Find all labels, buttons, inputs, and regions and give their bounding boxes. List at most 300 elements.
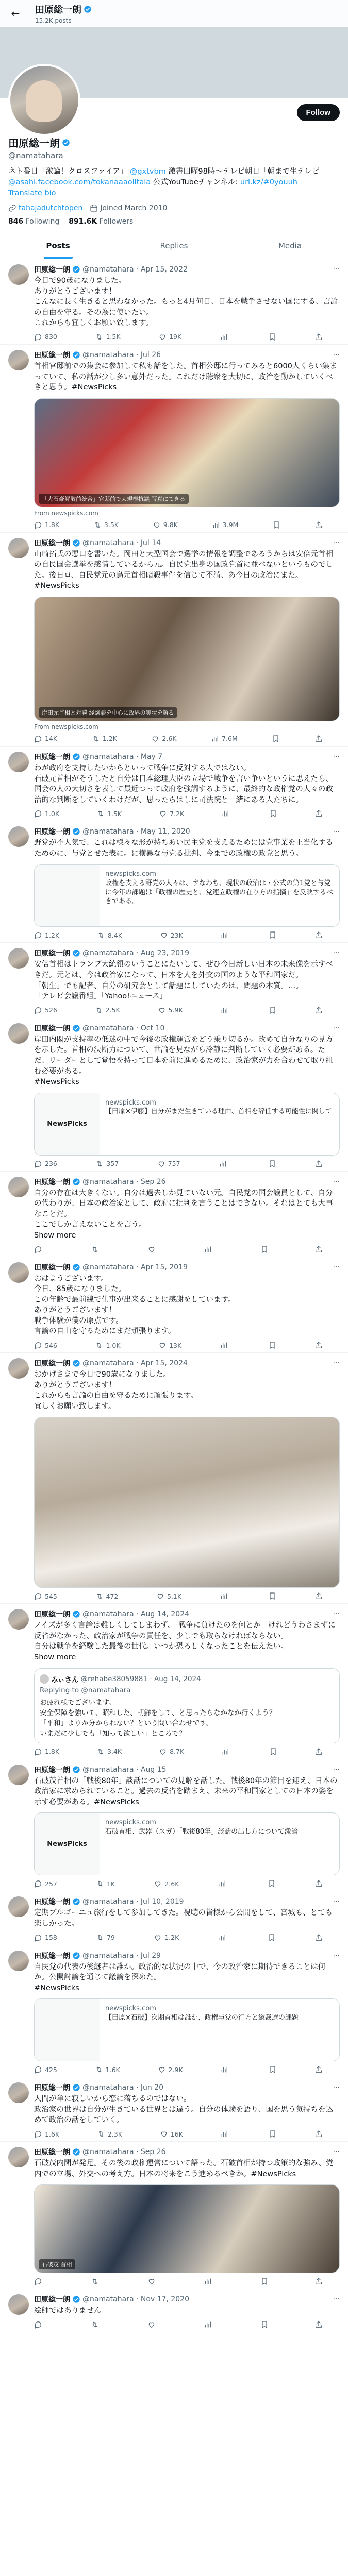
reply-button[interactable]: [34, 1245, 45, 1253]
more-icon[interactable]: ···: [333, 1263, 340, 1272]
share-icon: [314, 1879, 323, 1888]
repost-count: 1.6K: [105, 2065, 120, 2074]
like-count: 757: [168, 1160, 180, 1168]
repost-button[interactable]: [92, 735, 117, 743]
tweet[interactable]: [0, 1353, 348, 1604]
avatar[interactable]: [8, 826, 29, 847]
profile-handle: @namatahara: [8, 151, 63, 160]
link-card[interactable]: [34, 1812, 340, 1875]
share-icon: [314, 1592, 323, 1600]
share-button[interactable]: [314, 809, 323, 818]
profile-name: 田原総一朗: [8, 137, 60, 149]
share-button[interactable]: [314, 1934, 323, 1942]
top-bar: [0, 0, 348, 27]
link-card[interactable]: [34, 1093, 340, 1156]
more-icon[interactable]: ···: [333, 2295, 340, 2304]
repost-button[interactable]: [95, 333, 120, 341]
tab-media[interactable]: Media: [278, 241, 302, 251]
reply-icon: [34, 1934, 42, 1942]
bookmark-button[interactable]: [260, 1245, 269, 1253]
reply-button[interactable]: [34, 1934, 57, 1942]
reply-button[interactable]: [34, 2130, 59, 2138]
reply-icon: [34, 1341, 42, 1349]
heart-icon: [159, 809, 167, 818]
repost-button[interactable]: [95, 1341, 120, 1349]
tweet-handle: @namatahara · Sep 26: [82, 2148, 166, 2156]
verified-badge-icon: [72, 265, 80, 274]
like-button[interactable]: [157, 1160, 180, 1168]
bookmark-button[interactable]: [269, 809, 277, 818]
link-icon: [8, 204, 16, 212]
tweet-text: 絵師ではありません: [34, 2307, 102, 2315]
heart-icon: [157, 1160, 165, 1168]
views-icon: [220, 1592, 228, 1600]
tweet-author[interactable]: 田原総一朗: [34, 950, 70, 958]
share-button[interactable]: [314, 2130, 323, 2138]
views-button[interactable]: [204, 2320, 214, 2329]
more-icon[interactable]: ···: [333, 1897, 340, 1906]
more-icon[interactable]: ···: [333, 1610, 340, 1619]
bookmark-button[interactable]: [269, 1006, 277, 1014]
link-card-thumbnail: NewsPicks: [35, 1813, 100, 1875]
bookmark-button[interactable]: [260, 2320, 269, 2329]
link-card[interactable]: [34, 1998, 340, 2061]
link-card-title: 石破首相、武器（スガ）「戦後80年」談話の出し方について激論: [105, 1827, 298, 1836]
like-button[interactable]: [158, 2065, 183, 2074]
avatar[interactable]: [8, 350, 29, 370]
more-icon[interactable]: ···: [333, 2083, 340, 2092]
tweet-author[interactable]: 田原総一朗: [34, 2084, 70, 2093]
tweet-actions: [34, 1006, 323, 1014]
share-button[interactable]: [314, 2065, 323, 2074]
link-card-title: 【田原×伊藤】自分がまだ生きている理由、首相を辞任する可能性に関して: [105, 1108, 332, 1116]
tweet[interactable]: [0, 259, 348, 345]
tweet-author[interactable]: 田原総一朗: [34, 351, 70, 360]
views-button[interactable]: [221, 1748, 232, 1756]
like-button[interactable]: [160, 931, 183, 939]
avatar[interactable]: [8, 2294, 29, 2315]
views-button[interactable]: [220, 2065, 231, 2074]
share-icon: [314, 2320, 323, 2329]
tweet[interactable]: [0, 1172, 348, 1257]
reply-button[interactable]: [34, 809, 59, 818]
following-label: Following: [25, 217, 60, 226]
views-icon: [218, 1934, 226, 1942]
views-button[interactable]: [218, 1934, 229, 1942]
views-button[interactable]: [204, 1245, 214, 1253]
bio-link[interactable]: url.kz/#0youuh: [240, 178, 297, 187]
tab-replies[interactable]: Replies: [160, 241, 188, 251]
tweet-text: 自民党の代表の後継者は誰か。政治的な状況の中で、今の政治家に期待できることは何か。公開討論を通じて議論を深めた。 #NewsPicks: [34, 1962, 326, 1992]
reply-button[interactable]: [34, 1879, 57, 1888]
avatar[interactable]: [8, 1609, 29, 1630]
views-icon: [211, 735, 219, 743]
bookmark-button[interactable]: [272, 735, 280, 743]
bio-link[interactable]: @asahi.facebook.com/tokanaaaolltala: [8, 178, 151, 187]
reply-button[interactable]: [34, 2320, 45, 2329]
heart-icon: [158, 333, 167, 341]
share-button[interactable]: [314, 333, 323, 341]
repost-count: 1.5K: [106, 333, 121, 341]
tweet[interactable]: [0, 1257, 348, 1353]
bookmark-button[interactable]: [268, 1341, 276, 1349]
repost-button[interactable]: [97, 2130, 122, 2138]
verified-badge-icon: [72, 753, 80, 761]
repost-button[interactable]: [91, 1245, 102, 1253]
repost-icon: [96, 1748, 105, 1756]
share-icon: [314, 2277, 323, 2285]
share-icon: [314, 1934, 323, 1942]
image-caption: 岸田元首相と対談 経験談を中心に政界の実状を語る: [39, 707, 177, 718]
repost-count: 1.0K: [106, 1341, 121, 1349]
share-button[interactable]: [314, 931, 323, 939]
views-button[interactable]: [219, 1160, 229, 1168]
repost-count: 3.5K: [104, 521, 119, 529]
tweet-author[interactable]: 田原総一朗: [34, 1178, 70, 1187]
tweet-author[interactable]: 田原総一朗: [34, 2148, 70, 2157]
repost-button[interactable]: [96, 1934, 115, 1942]
tweet-text: おかげさまで今日で90歳になりました。 ありがとうございます！ これからも言論の自由を守るために頑張ります。 宜しくお願い致します。: [34, 1370, 198, 1411]
avatar[interactable]: [8, 1951, 29, 1971]
verified-badge-icon: [72, 1024, 80, 1032]
profile-avatar[interactable]: [8, 64, 80, 136]
tweet-author[interactable]: 田原総一朗: [34, 828, 70, 837]
views-button[interactable]: [204, 2277, 214, 2285]
repost-count: 2.3K: [107, 2130, 122, 2138]
share-button[interactable]: [314, 1748, 323, 1756]
bookmark-button[interactable]: [272, 521, 280, 529]
bookmark-button[interactable]: [260, 2277, 269, 2285]
header-title: [35, 3, 92, 24]
like-count: 2.6K: [162, 735, 177, 743]
tweet[interactable]: [0, 1891, 348, 1945]
tweet-author[interactable]: 田原総一朗: [34, 1898, 70, 1907]
bookmark-button[interactable]: [268, 1934, 276, 1942]
more-icon[interactable]: ···: [333, 2148, 340, 2156]
share-button[interactable]: [314, 2320, 323, 2329]
reply-button[interactable]: [34, 1748, 59, 1756]
verified-badge-icon: [72, 2083, 80, 2092]
like-count: 2.9K: [168, 2065, 183, 2074]
tweet-author[interactable]: 田原総一朗: [34, 2296, 70, 2304]
tweet-image[interactable]: [34, 398, 340, 507]
verified-badge-icon: [72, 827, 80, 836]
reply-button[interactable]: [34, 2065, 57, 2074]
avatar[interactable]: [8, 264, 29, 285]
tweet-handle: @namatahara · Oct 10: [82, 1024, 165, 1032]
bookmark-icon: [260, 2320, 269, 2329]
more-icon[interactable]: ···: [333, 1024, 340, 1032]
bookmark-button[interactable]: [268, 1592, 276, 1600]
repost-button[interactable]: [96, 809, 122, 818]
avatar[interactable]: [8, 948, 29, 969]
tweet-actions: [34, 1160, 323, 1168]
avatar[interactable]: [8, 1358, 29, 1379]
website-link[interactable]: tahajadutchtopen: [19, 204, 83, 213]
quote-replying-to: Replying to @namatahara: [40, 1686, 131, 1694]
share-button[interactable]: [314, 1160, 323, 1168]
repost-button[interactable]: [95, 1006, 120, 1014]
tweet[interactable]: [0, 2142, 348, 2289]
tweet[interactable]: [0, 533, 348, 747]
follow-counts: [8, 217, 340, 226]
views-button[interactable]: [218, 1879, 229, 1888]
bio-text: 公式YouTubeチャンネル:: [153, 178, 238, 187]
tweet[interactable]: [0, 345, 348, 533]
tweet[interactable]: [0, 747, 348, 821]
like-count: 16K: [170, 2130, 183, 2138]
avatar[interactable]: [8, 2082, 29, 2103]
tweet-image[interactable]: [34, 1417, 340, 1588]
translate-bio-link[interactable]: Translate bio: [8, 189, 56, 198]
tweet-author[interactable]: 田原総一朗: [34, 1952, 70, 1960]
like-button[interactable]: [151, 735, 176, 743]
repost-icon: [95, 333, 103, 341]
quoted-tweet[interactable]: [34, 1668, 340, 1743]
like-button[interactable]: [147, 1245, 158, 1253]
verified-badge-icon: [72, 1263, 80, 1272]
tweet-image[interactable]: [34, 597, 340, 721]
heart-icon: [154, 1879, 162, 1888]
bookmark-button[interactable]: [269, 1748, 277, 1756]
bio-link[interactable]: @gxtvbm: [129, 167, 166, 176]
reply-button[interactable]: [34, 521, 59, 529]
bookmark-icon: [268, 333, 276, 341]
tweet[interactable]: [0, 821, 348, 943]
reply-count: 1.8K: [45, 521, 60, 529]
repost-button[interactable]: [96, 1748, 122, 1756]
bookmark-button[interactable]: [269, 2065, 277, 2074]
share-button[interactable]: [314, 2277, 323, 2285]
reply-button[interactable]: [34, 735, 57, 743]
tweet[interactable]: [0, 1945, 348, 2078]
tweet-handle: @namatahara · Apr 15, 2024: [82, 1359, 188, 1368]
reply-count: 425: [45, 2065, 57, 2074]
link-card-domain: newspicks.com: [105, 870, 156, 878]
reply-button[interactable]: [34, 1341, 57, 1349]
repost-button[interactable]: [95, 1160, 119, 1168]
repost-count: 3.4K: [107, 1748, 122, 1756]
like-button[interactable]: [158, 1006, 183, 1014]
views-button[interactable]: [220, 931, 231, 939]
views-button[interactable]: [220, 1006, 231, 1014]
reply-button[interactable]: [34, 2277, 45, 2285]
share-icon: [314, 1245, 323, 1253]
tweet-author[interactable]: 田原総一朗: [34, 266, 70, 275]
share-button[interactable]: [314, 521, 323, 529]
reply-count: 158: [45, 1934, 57, 1942]
verified-badge-icon: [72, 539, 80, 547]
bookmark-button[interactable]: [268, 1160, 276, 1168]
tweet-author[interactable]: 田原総一朗: [34, 539, 70, 548]
reply-count: 1.2K: [45, 931, 60, 939]
avatar[interactable]: [8, 1765, 29, 1785]
tweet[interactable]: [0, 1018, 348, 1172]
reply-button[interactable]: [34, 931, 59, 939]
avatar[interactable]: [8, 1896, 29, 1917]
tweet-actions: [34, 333, 323, 341]
like-count: 9.8K: [163, 521, 178, 529]
reply-icon: [34, 333, 42, 341]
tweet-actions: [34, 1879, 323, 1888]
more-icon[interactable]: ···: [333, 1359, 340, 1368]
repost-icon: [92, 735, 100, 743]
followers-link[interactable]: [69, 217, 133, 226]
like-button[interactable]: [160, 2130, 183, 2138]
views-button[interactable]: [211, 735, 238, 743]
views-button[interactable]: [220, 1592, 230, 1600]
like-button[interactable]: [158, 1341, 181, 1349]
views-button[interactable]: [220, 333, 230, 341]
reply-button[interactable]: [34, 333, 57, 341]
bookmark-button[interactable]: [269, 2130, 277, 2138]
avatar[interactable]: [8, 1262, 29, 1283]
views-icon: [219, 1160, 227, 1168]
tweet-actions: [34, 2065, 323, 2074]
joined-item: [90, 204, 167, 212]
avatar[interactable]: [8, 1023, 29, 1044]
tweet[interactable]: [0, 1759, 348, 1892]
like-button[interactable]: [159, 809, 184, 818]
share-button[interactable]: [314, 1341, 323, 1349]
more-icon[interactable]: ···: [333, 538, 340, 547]
share-button[interactable]: [314, 1245, 323, 1253]
like-button[interactable]: [147, 2277, 158, 2285]
heart-icon: [153, 521, 161, 529]
more-icon[interactable]: ···: [333, 265, 340, 274]
more-icon[interactable]: ···: [333, 350, 340, 359]
reply-icon: [34, 735, 42, 743]
tweet-author[interactable]: 田原総一朗: [34, 1611, 70, 1619]
tweet-author[interactable]: 田原総一朗: [34, 1360, 70, 1368]
tweet-actions: [34, 2320, 323, 2329]
share-button[interactable]: [314, 735, 323, 743]
repost-icon: [91, 1245, 99, 1253]
tweet[interactable]: [0, 943, 348, 1018]
tweet-handle: @namatahara · Jul 26: [82, 350, 161, 359]
more-icon[interactable]: ···: [333, 752, 340, 761]
repost-icon: [96, 1879, 104, 1888]
repost-button[interactable]: [91, 2320, 102, 2329]
reply-button[interactable]: [34, 1592, 57, 1600]
repost-icon: [91, 2320, 99, 2329]
bookmark-icon: [272, 735, 280, 743]
like-button[interactable]: [154, 1879, 179, 1888]
tweet-author[interactable]: 田原総一朗: [34, 1024, 70, 1033]
tweet-actions: [34, 2277, 323, 2285]
bookmark-button[interactable]: [268, 333, 276, 341]
views-icon: [220, 931, 228, 939]
reply-icon: [34, 1245, 42, 1253]
heart-icon: [159, 1748, 167, 1756]
link-card[interactable]: [34, 864, 340, 927]
website-item[interactable]: [8, 204, 82, 212]
tweet-author[interactable]: 田原総一朗: [34, 1766, 70, 1774]
reply-button[interactable]: [34, 1006, 57, 1014]
repost-button[interactable]: [97, 931, 122, 939]
like-button[interactable]: [159, 1748, 184, 1756]
reply-button[interactable]: [34, 1160, 57, 1168]
repost-button[interactable]: [95, 2065, 120, 2074]
heart-icon: [147, 1245, 156, 1253]
share-button[interactable]: [314, 1879, 323, 1888]
views-button[interactable]: [212, 521, 239, 529]
tweet-image[interactable]: [34, 2184, 340, 2273]
more-icon[interactable]: ···: [333, 827, 340, 836]
quote-text: お疲れ様でございます。 安全保障を強いて、昭和した、朝鮮をして、と思ったらなかなか行くよう？ 「平和」よりか分かられない？という問い合わせです。 いまだに少しでも「知って欲しい」ところで？: [40, 1698, 276, 1738]
bookmark-button[interactable]: [268, 1879, 276, 1888]
tweet-author[interactable]: 田原総一朗: [34, 1263, 70, 1272]
bookmark-button[interactable]: [269, 931, 277, 939]
avatar[interactable]: [8, 2147, 29, 2167]
share-icon: [314, 1341, 323, 1349]
bookmark-icon: [260, 2277, 269, 2285]
views-button[interactable]: [220, 2130, 231, 2138]
calendar-icon: [90, 204, 98, 212]
repost-icon: [96, 1934, 104, 1942]
avatar[interactable]: [8, 538, 29, 558]
views-button[interactable]: [221, 809, 232, 818]
tweet[interactable]: [0, 2289, 348, 2332]
tweet-handle: @namatahara · Aug 15: [82, 1765, 167, 1774]
bookmark-icon: [268, 1160, 276, 1168]
tweet-actions: [34, 2130, 323, 2138]
like-button[interactable]: [153, 521, 178, 529]
more-icon[interactable]: ···: [333, 1177, 340, 1186]
share-button[interactable]: [314, 1592, 323, 1600]
tweet[interactable]: [0, 1604, 348, 1759]
like-button[interactable]: [147, 2320, 158, 2329]
repost-icon: [95, 1341, 103, 1349]
avatar[interactable]: [8, 1177, 29, 1197]
avatar[interactable]: [8, 752, 29, 772]
views-button[interactable]: [220, 1341, 230, 1349]
share-button[interactable]: [314, 1006, 323, 1014]
arrow-left-icon[interactable]: ←: [11, 7, 20, 20]
tweet-text: 石破茂内閣が発足。その後の政権運営について語った。石破首相が持つ政策的な強み、党内での立場、外交への考え方。日本の将来をこう進めるべきか。#NewsPicks: [34, 2159, 334, 2178]
repost-button[interactable]: [91, 2277, 102, 2285]
tweet-text: 今日で90歳になりました。 ありがとうございます！ こんなに長く生きると思わなかった。もっと4月何日、日本を戦争させない国にする、言論の自由を守る。その為に使いたい。 これからも宜しくお願い致します。: [34, 277, 338, 328]
tweet-actions: [34, 735, 323, 743]
link-card-title: 政権を支える野党の人々は、すなわち、現状の政治は・公式の第1党と与党に今年の課題は「政権の歴史と、党連立政権の在り方の指摘」を反映するべきである。: [105, 879, 334, 906]
more-icon[interactable]: ···: [333, 1951, 340, 1960]
like-count: 19K: [169, 333, 182, 341]
tweet[interactable]: [0, 2077, 348, 2142]
link-card-domain: newspicks.com: [105, 1098, 156, 1107]
more-icon[interactable]: ···: [333, 949, 340, 958]
link-card-thumbnail: [35, 1999, 100, 2061]
following-link[interactable]: [8, 217, 59, 226]
views-icon: [212, 521, 220, 529]
repost-button[interactable]: [95, 1592, 119, 1600]
tab-posts[interactable]: Posts: [0, 233, 116, 259]
tweet-text: 人間が単に寂しいから恋に落ちるのではない。 政治家の世界は自分が生きている世界とは違う。自分の体験を語り、国を思う気持ちを込めて政治の話をしていく。: [34, 2095, 333, 2125]
heart-icon: [147, 2320, 156, 2329]
more-icon[interactable]: ···: [333, 1765, 340, 1774]
like-button[interactable]: [154, 1934, 179, 1942]
quote-handle: @rehabe38059881 · Aug 14, 2024: [80, 1674, 201, 1683]
heart-icon: [160, 2130, 168, 2138]
follow-button[interactable]: Follow: [297, 104, 340, 121]
tweet-author[interactable]: 田原総一朗: [34, 753, 70, 761]
views-icon: [221, 1748, 229, 1756]
tweet-text: 定期ブルゴーニュ旅行をして参加してきた。視聴の皆様から公開をして、宮城も、とても楽しかった。: [34, 1909, 333, 1928]
like-button[interactable]: [156, 1592, 181, 1600]
repost-button[interactable]: [96, 1879, 115, 1888]
reply-icon: [34, 2130, 42, 2138]
like-button[interactable]: [158, 333, 181, 341]
repost-button[interactable]: [93, 521, 119, 529]
